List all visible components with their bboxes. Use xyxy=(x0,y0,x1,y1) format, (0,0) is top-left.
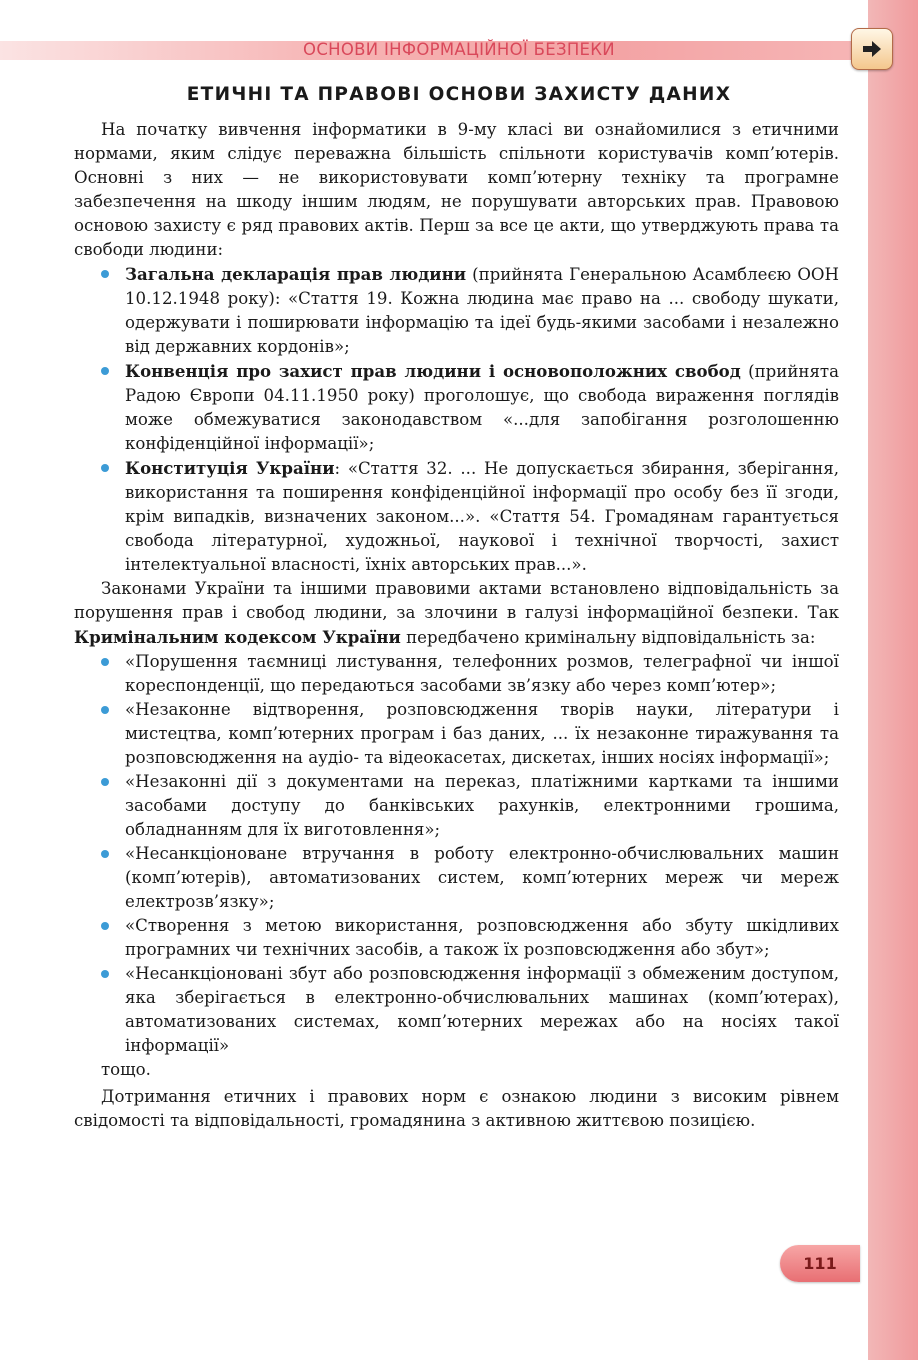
crime-text: «Порушення таємниці листування, телефонних розмов, телеграфної чи іншої кореспонденції, що передаються засобами зв’язку або через комп’ютер»; xyxy=(125,652,839,695)
act-title: Конституція України xyxy=(125,458,335,478)
act-title: Загальна декларація прав людини xyxy=(125,264,467,284)
next-page-button[interactable] xyxy=(851,28,893,70)
arrow-right-icon xyxy=(861,39,883,59)
bullet-icon xyxy=(101,850,109,858)
act-text: (прийнята Генеральною Асамблеєю ООН 10.12.1948 року): «Стаття 19. Кожна людина має право на ... свободу шукати, одержувати і поширювати інформацію та ідеї будь-якими засобами і незалежно від державних кордонів»; xyxy=(125,265,839,356)
page-title: ЕТИЧНІ ТА ПРАВОВІ ОСНОВИ ЗАХИСТУ ДАНИХ xyxy=(186,84,732,105)
crime-text: «Незаконні дії з документами на переказ, платіжними картками та іншими засобами доступу до банківських рахунків, електронними грошима, обладнанням для їх виготовлення»; xyxy=(125,772,839,839)
list-item xyxy=(125,359,839,456)
intro-paragraph: На початку вивчення інформатики в 9-му класі ви ознайомилися з етичними нормами, яким слідує переважна більшість спільноти користувачів комп’ютерів. Основні з них — не використовувати комп’ютерну техніку та програмне забезпечення на шкоду іншим людям, не порушувати авторських прав. Правовою основою захисту є ряд правових актів. Перш за все це акти, що утверджують права та свободи людини: xyxy=(74,120,839,259)
bullet-icon xyxy=(101,706,109,714)
laws-text-before: Законами України та іншими правовими актами встановлено відповідальність за порушення прав і свобод людини, за злочини в галузі інформаційної безпеки. Так xyxy=(74,579,839,622)
criminal-code-term: Кримінальним кодексом України xyxy=(74,627,401,647)
crime-text: «Несанкціоноване втручання в роботу електронно-обчислювальних машин (комп’ютерів), автоматизованих систем, комп’ютерних мереж чи мереж електрозв’язку»; xyxy=(125,844,839,911)
list-item xyxy=(125,698,839,770)
section-header: ОСНОВИ ІНФОРМАЦІЙНОЇ БЕЗПЕКИ xyxy=(303,40,615,59)
list-item xyxy=(125,456,839,577)
side-decor-strip xyxy=(868,0,918,1360)
crimes-list xyxy=(74,650,839,1058)
bullet-icon xyxy=(101,922,109,930)
acts-list xyxy=(74,262,839,577)
main-text xyxy=(74,118,839,1133)
bullet-icon xyxy=(101,367,109,375)
crime-text: «Несанкціоновані збут або розповсюдження інформації з обмеженим доступом, яка зберігається в електронно-обчислювальних машинах (комп’ютерах), автоматизованих системах, комп’ютерних мережах або на носіях такої інформації» xyxy=(125,964,839,1055)
page-number: 111 xyxy=(780,1245,860,1282)
list-item xyxy=(125,650,839,698)
laws-text-after: передбачено кримінальну відповідальність за: xyxy=(400,628,816,647)
conclusion-paragraph: Дотримання етичних і правових норм є ознакою людини з високим рівнем свідомості та відповідальності, громадянина з активною життєвою позицією. xyxy=(74,1087,839,1130)
crime-text: «Створення з метою використання, розповсюдження або збуту шкідливих програмних чи технічних засобів, а також їх розповсюдження або збут»; xyxy=(125,916,839,959)
crimes-tail: тощо. xyxy=(101,1060,151,1079)
crime-text: «Незаконне відтворення, розповсюдження творів науки, літератури і мистецтва, комп’ютерних програм і баз даних, ... їх незаконне тиражування та розповсюдження на аудіо- та відеокасетах, дискетах, інших носіях інформації»; xyxy=(125,700,839,767)
laws-paragraph xyxy=(74,577,839,650)
list-item xyxy=(125,262,839,359)
act-text: (прийнята Радою Європи 04.11.1950 року) проголошує, що свобода вираження поглядів може обмежуватися законодавством «...для запобігання розголошенню конфіденційної інформації»; xyxy=(125,362,839,453)
bullet-icon xyxy=(101,464,109,472)
bullet-icon xyxy=(101,270,109,278)
act-text: : «Стаття 32. ... Не допускається збирання, зберігання, використання та поширення конфіденційної інформації про особу без її згоди, крім випадків, визначених законом...». «Стаття 54. Громадянам гарантується свобода літературної, художньої, наукової і технічної творчості, захист інтелектуальної власності, їхніх авторських прав...». xyxy=(125,459,839,574)
list-item xyxy=(125,914,839,962)
list-item xyxy=(125,842,839,914)
bullet-icon xyxy=(101,970,109,978)
bullet-icon xyxy=(101,778,109,786)
list-item xyxy=(125,770,839,842)
act-title: Конвенція про захист прав людини і основоположних свобод xyxy=(125,361,741,381)
list-item xyxy=(125,962,839,1058)
bullet-icon xyxy=(101,658,109,666)
